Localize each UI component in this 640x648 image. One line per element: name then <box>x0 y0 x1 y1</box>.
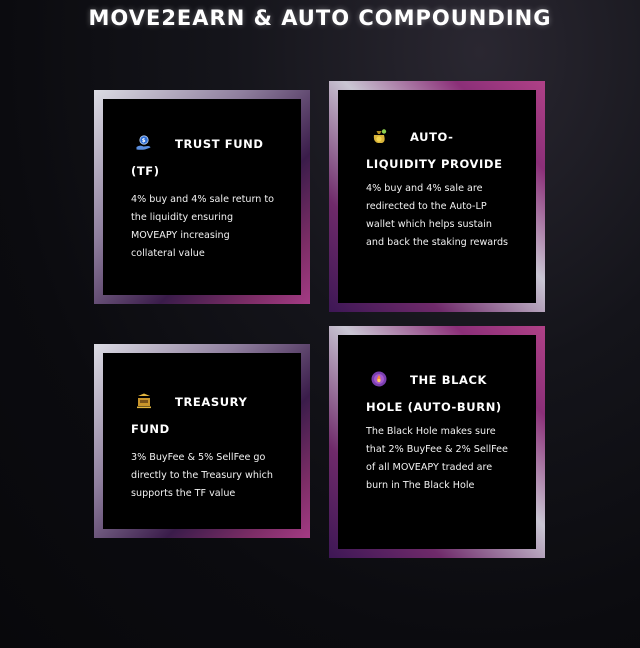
treasury-fund-heading-text: TREASURY FUND <box>131 395 248 436</box>
coin-bag-icon <box>370 127 388 145</box>
black-hole-description: The Black Hole makes sure that 2% BuyFee & 2% SellFee of all MOVEAPY traded are burn in The Black Hole <box>366 426 508 491</box>
trust-fund-description: 4% buy and 4% sale return to the liquidity ensuring MOVEAPY increasing collateral value <box>131 194 275 259</box>
black-hole-card <box>329 326 545 558</box>
auto-liquidity-card <box>329 81 545 312</box>
trust-fund-heading-text: TRUST FUND (TF) <box>131 137 264 178</box>
trust-fund-card-inner <box>103 99 301 295</box>
auto-liquidity-card-inner <box>338 90 536 303</box>
auto-liquidity-heading-text: AUTO-LIQUIDITY PROVIDE <box>366 130 503 171</box>
treasury-fund-card-inner <box>103 353 301 529</box>
treasury-fund-description: 3% BuyFee & 5% SellFee go directly to the Treasury which supports the TF value <box>131 452 273 499</box>
hand-coin-icon <box>135 134 153 152</box>
black-hole-heading <box>366 367 514 421</box>
black-hole-card-inner <box>338 335 536 549</box>
treasury-chest-icon <box>135 392 153 410</box>
page-title: MOVE2EARN & AUTO COMPOUNDING <box>88 6 552 30</box>
auto-liquidity-heading <box>366 124 514 178</box>
treasury-fund-heading <box>131 389 279 443</box>
trust-fund-card <box>94 90 310 304</box>
treasury-fund-card <box>94 344 310 538</box>
svg-text:$: $ <box>141 138 147 145</box>
black-hole-heading-text: THE BLACK HOLE (AUTO-BURN) <box>366 373 502 414</box>
trust-fund-heading <box>131 131 279 185</box>
auto-liquidity-description: 4% buy and 4% sale are redirected to the Auto-LP wallet which helps sustain and back the staking rewards <box>366 183 509 248</box>
black-hole-icon <box>370 370 388 388</box>
